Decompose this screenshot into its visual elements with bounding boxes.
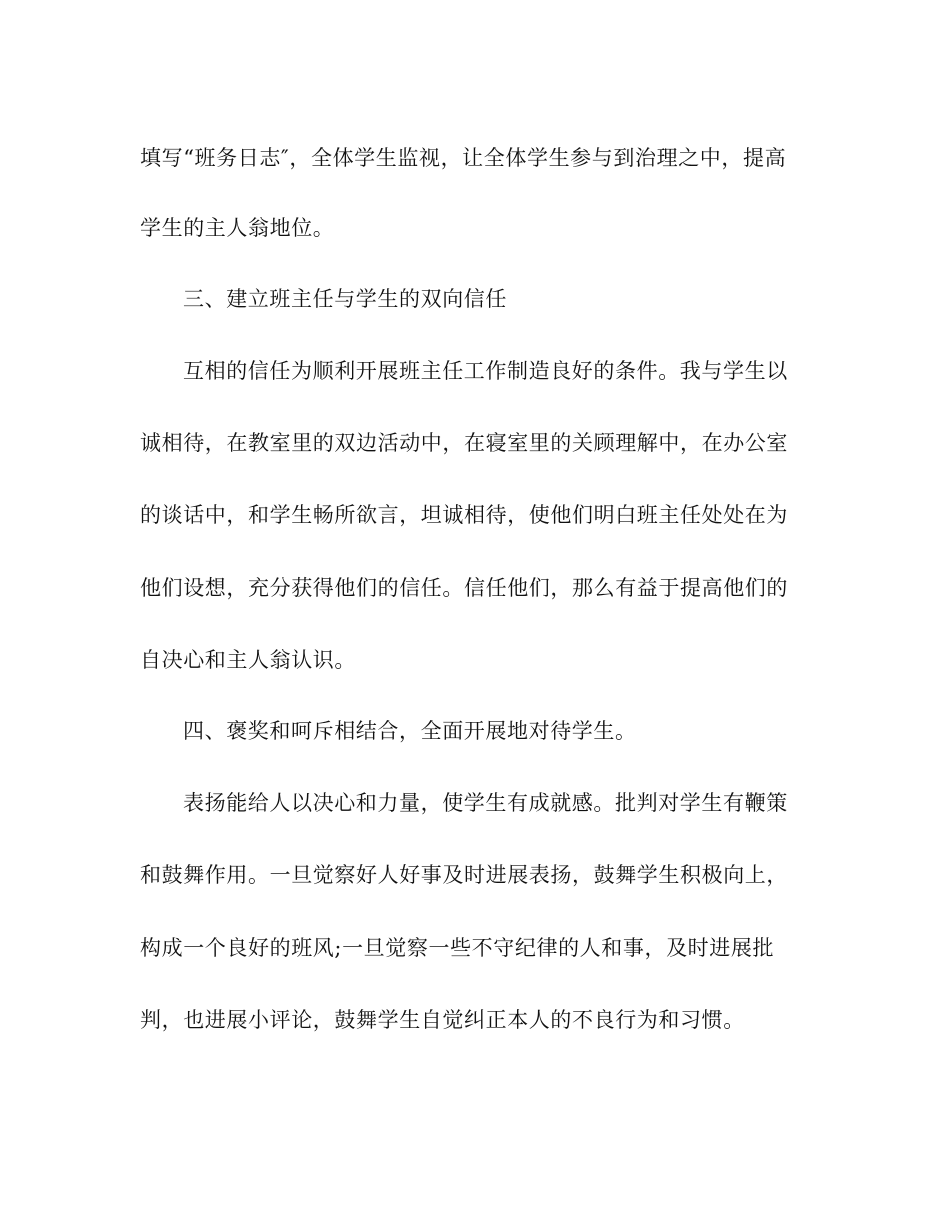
text-line: 填写“班务日志″，全体学生监视，让全体学生参与到治理之中，提高 (140, 146, 787, 170)
text-line: 自决心和主人翁认识。 (140, 648, 356, 672)
section-heading: 三、建立班主任与学生的双向信任 (183, 287, 507, 311)
text-line: 表扬能给人以决心和力量，使学生有成就感。批判对学生有鞭策 (183, 791, 788, 815)
text-line: 学生的主人翁地位。 (140, 216, 335, 240)
text-line: 他们设想，充分获得他们的信任。信任他们，那么有益于提高他们的 (140, 576, 788, 600)
text-line: 判，也进展小评论，鼓舞学生自觉纠正本人的不良行为和习惯。 (140, 1008, 745, 1032)
text-line: 构成一个良好的班风;一旦觉察一些不守纪律的人和事，及时进展批 (140, 936, 775, 960)
text-line: 和鼓舞作用。一旦觉察好人好事及时进展表扬，鼓舞学生积极向上， (140, 863, 788, 887)
section-heading: 四、褒奖和呵斥相结合，全面开展地对待学生。 (183, 719, 637, 743)
text-line: 的谈话中，和学生畅所欲言，坦诚相待，使他们明白班主任处处在为 (140, 503, 788, 527)
text-line: 互相的信任为顺利开展班主任工作制造良好的条件。我与学生以 (183, 359, 788, 383)
text-line: 诚相待，在教室里的双边活动中，在寝室里的关顾理解中，在办公室 (140, 431, 788, 455)
